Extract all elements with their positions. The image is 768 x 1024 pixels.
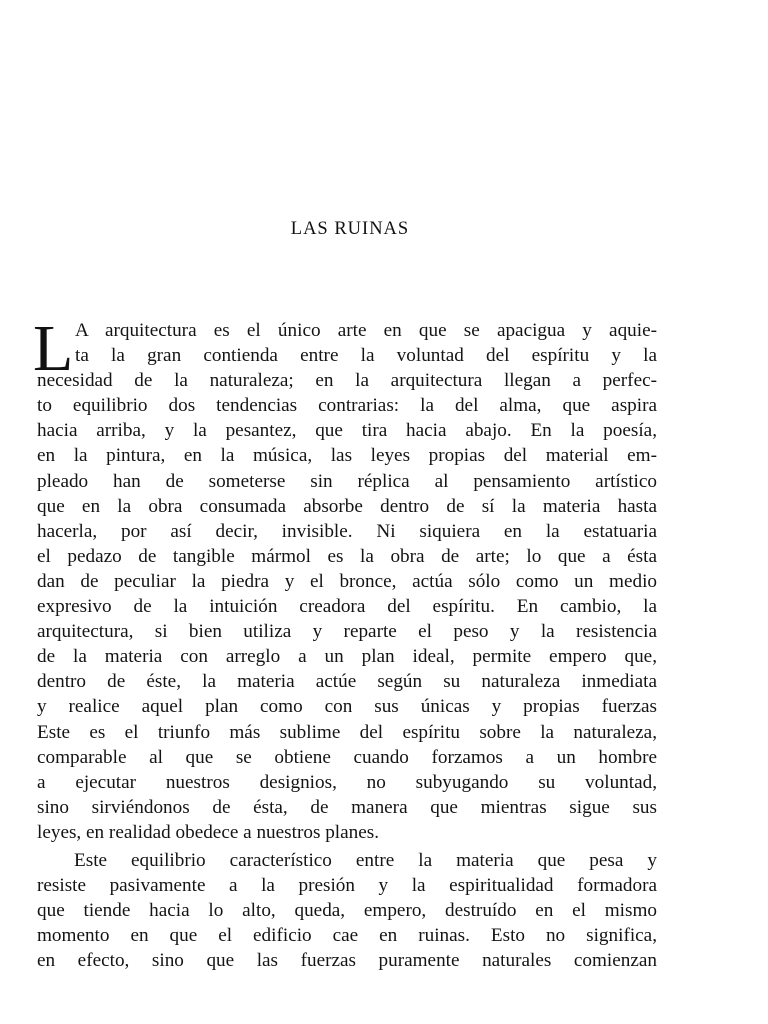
drop-cap: L	[33, 312, 74, 385]
text-line: dentro de éste, la materia actúe según su naturaleza inmediata	[37, 671, 657, 693]
text-line: momento en que el edificio cae en ruinas. Esto no significa,	[37, 925, 657, 947]
paragraph-2	[37, 848, 657, 973]
text-line: que en la obra consumada absorbe dentro de sí la materia hasta	[37, 495, 657, 517]
text-line: comparable al que se obtiene cuando forzamos a un hombre	[37, 746, 657, 768]
text-line: ta la gran contienda entre la voluntad del espíritu y la	[75, 345, 657, 367]
text-line: en la pintura, en la música, las leyes propias del material em-	[37, 445, 657, 467]
text-line: y realice aquel plan como con sus únicas y propias fuerzas	[37, 696, 657, 718]
text-line: en efecto, sino que las fuerzas puramente naturales comienzan	[37, 950, 657, 972]
text-line: Este equilibrio característico entre la materia que pesa y	[74, 850, 657, 871]
paragraph-1	[37, 318, 657, 845]
text-line: hacerla, por así decir, invisible. Ni siquiera en la estatuaria	[37, 520, 657, 542]
text-line: de la materia con arreglo a un plan ideal, permite empero que,	[37, 646, 657, 668]
text-line: leyes, en realidad obedece a nuestros planes.	[37, 821, 380, 843]
text-line: dan de peculiar la piedra y el bronce, actúa sólo como un medio	[37, 570, 657, 592]
text-line: hacia arriba, y la pesantez, que tira hacia abajo. En la poesía,	[37, 420, 657, 442]
text-line: resiste pasivamente a la presión y la espiritualidad formadora	[37, 875, 657, 897]
text-line: que tiende hacia lo alto, queda, empero, destruído en el mismo	[37, 900, 657, 922]
text-line: A arquitectura es el único arte en que se apacigua y aquie-	[75, 320, 657, 341]
text-line: pleado han de someterse sin réplica al pensamiento artístico	[37, 470, 657, 492]
text-line: a ejecutar nuestros designios, no subyugando su voluntad,	[37, 771, 657, 793]
text-line: to equilibrio dos tendencias contrarias: la del alma, que aspira	[37, 395, 657, 417]
text-line: sino sirviéndonos de ésta, de manera que mientras sigue sus	[37, 796, 657, 818]
text-line: el pedazo de tangible mármol es la obra de arte; lo que a ésta	[37, 545, 657, 567]
text-line: expresivo de la intuición creadora del espíritu. En cambio, la	[37, 596, 657, 618]
chapter-title: LAS RUINAS	[290, 219, 410, 239]
text-line: Este es el triunfo más sublime del espíritu sobre la naturaleza,	[37, 721, 657, 743]
text-line: necesidad de la naturaleza; en la arquitectura llegan a perfec-	[37, 370, 657, 392]
text-line: arquitectura, si bien utiliza y reparte el peso y la resistencia	[37, 621, 657, 643]
